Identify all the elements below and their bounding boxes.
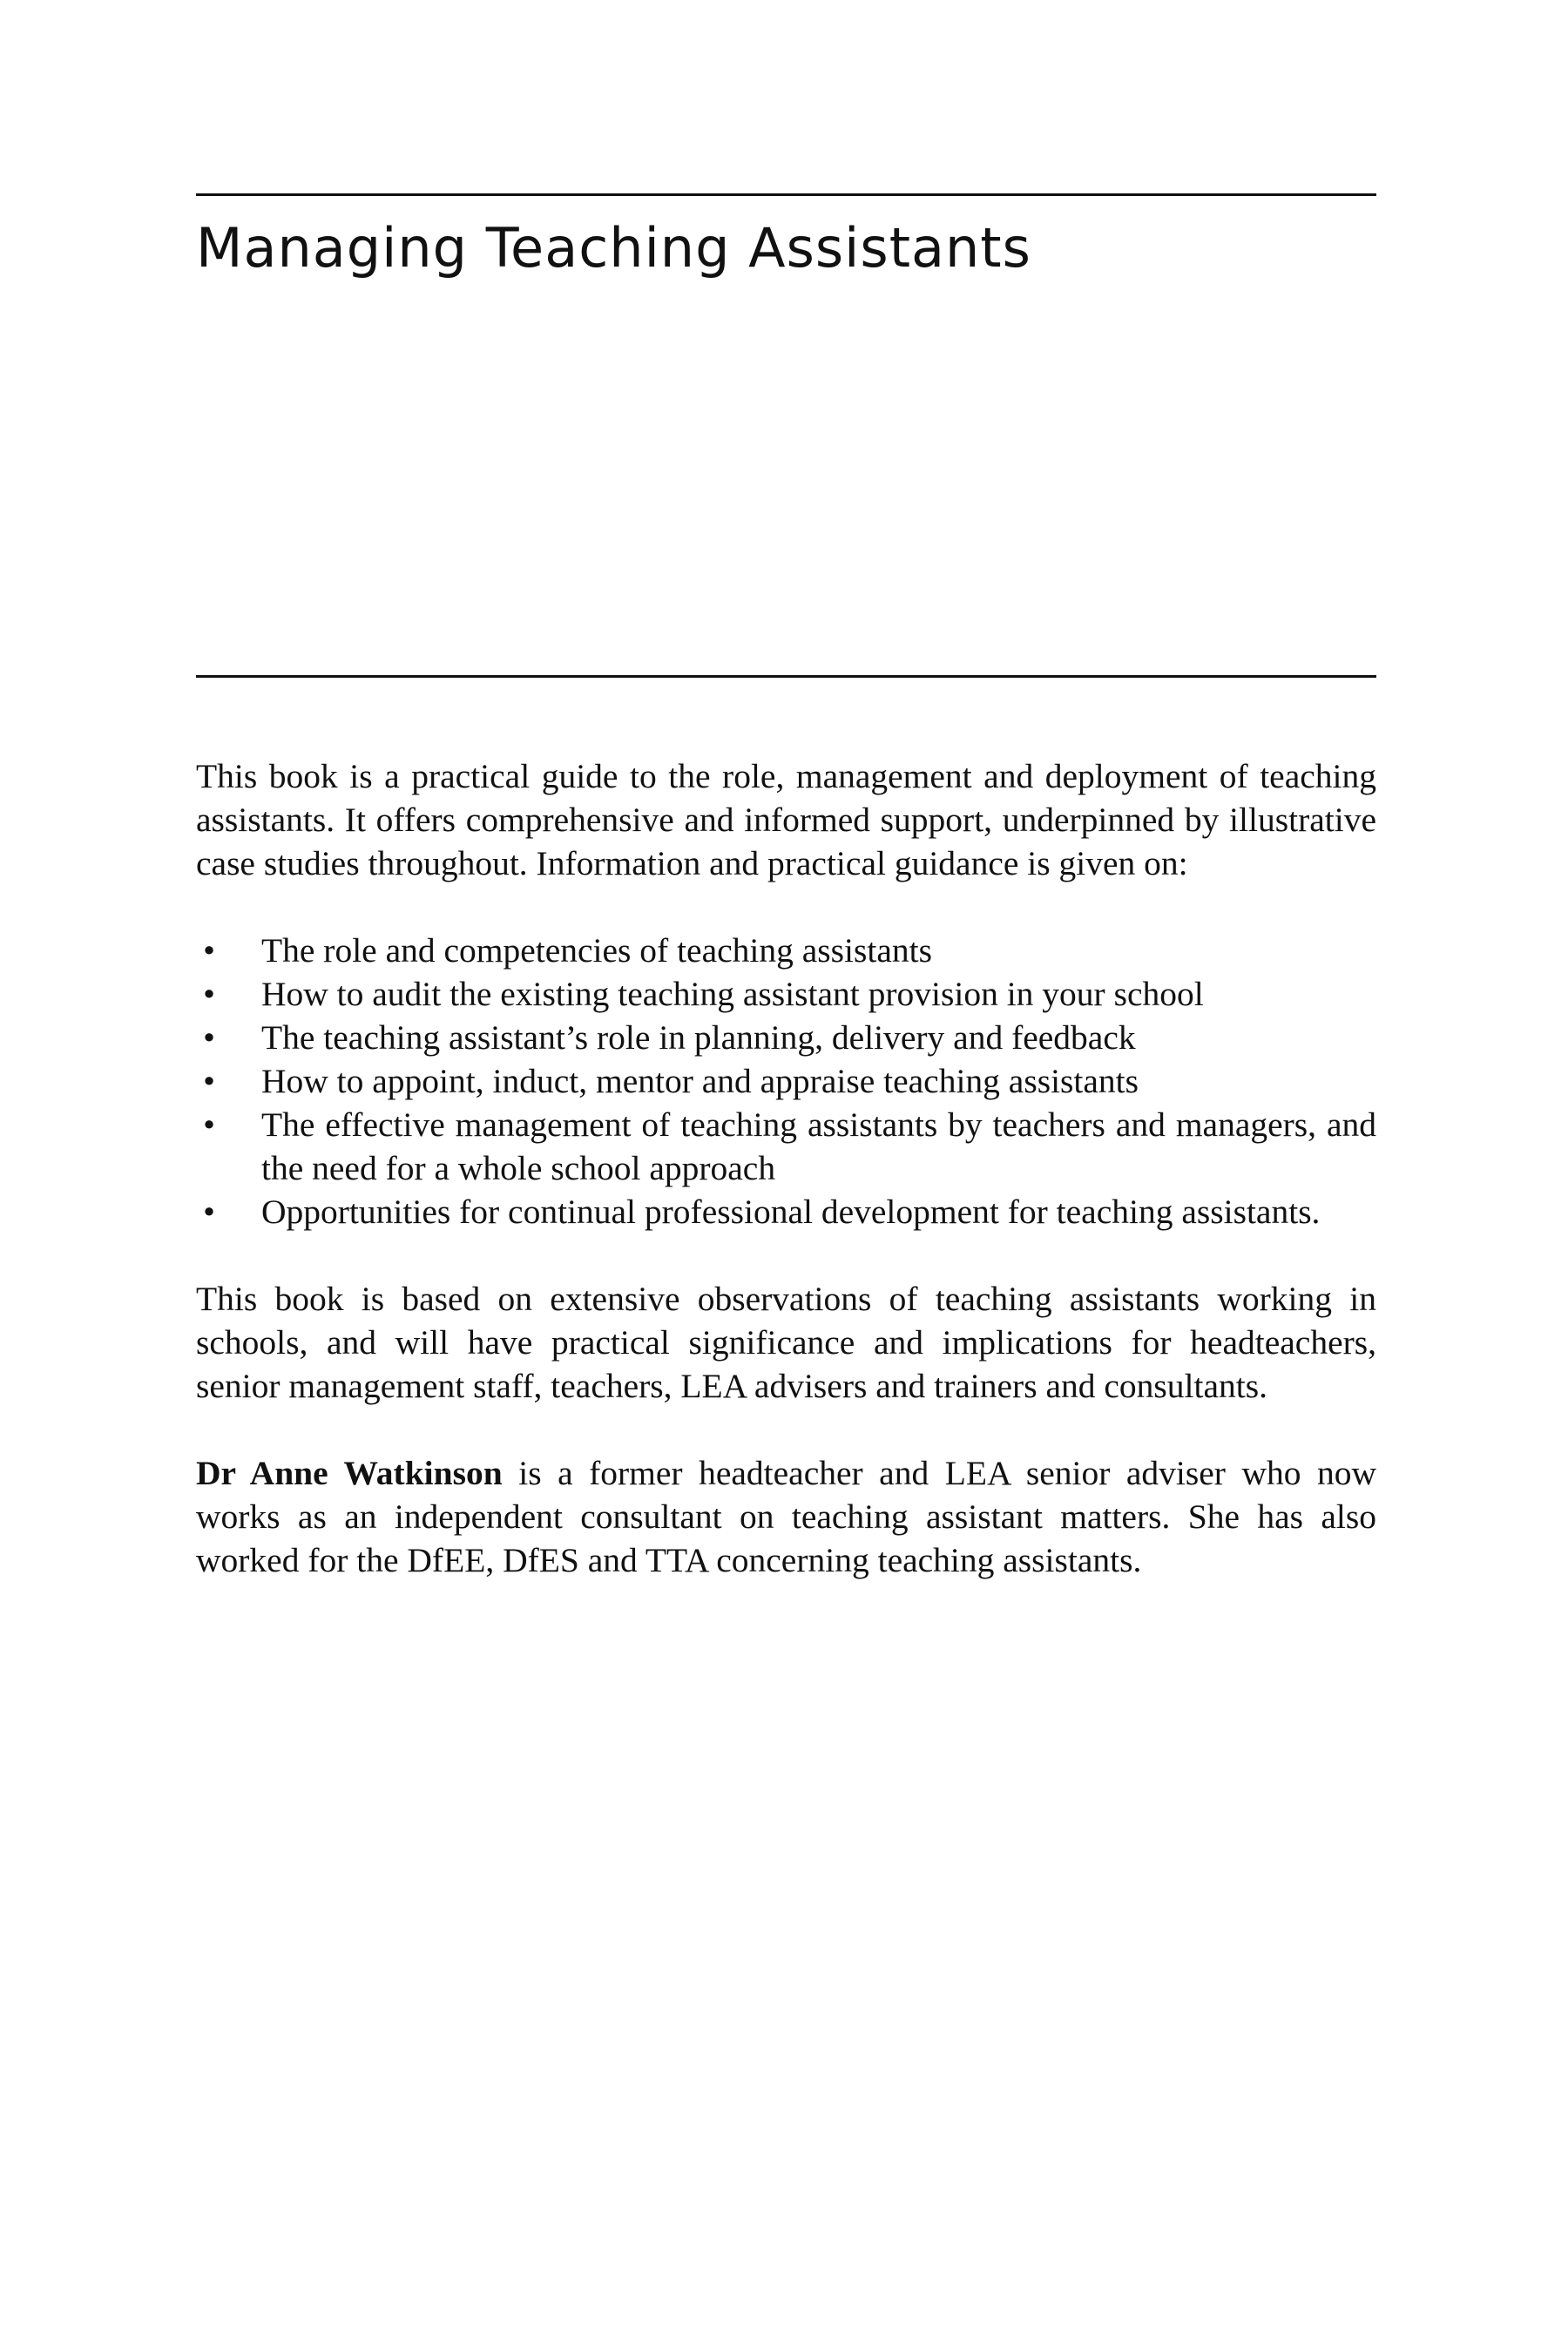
list-item-text: The effective management of teaching assistants by teachers and managers, and the need for a whole school approach [261, 1105, 1376, 1187]
list-item-text: The teaching assistant’s role in planning, delivery and feedback [261, 1018, 1136, 1057]
list-item [196, 1016, 1376, 1059]
page-title: Managing Teaching Assistants [196, 216, 1031, 280]
audience-paragraph: This book is based on extensive observations of teaching assistants working in schools, and will have practical significance and implications for headteachers, senior management staff, teachers, LEA advisers and trainers and consultants. [196, 1280, 1376, 1405]
list-item-text: Opportunities for continual professional development for teaching assistants. [261, 1193, 1321, 1231]
bullet-icon: • [203, 1193, 215, 1231]
list-item [196, 1190, 1376, 1233]
bullet-icon: • [203, 975, 215, 1013]
top-rule [196, 193, 1376, 196]
author-bio: is a former headteacher and LEA senior adviser who now works as an independent consultant on teaching assistant matters. She has also worked for the DfEE, DfES and TTA concerning teaching assistants. [196, 1454, 1377, 1579]
bullet-icon: • [203, 1105, 215, 1144]
list-item [196, 1103, 1376, 1190]
bullet-icon: • [203, 1018, 215, 1057]
list-item-text: The role and competencies of teaching assistants [261, 931, 932, 970]
author-name: Dr Anne Watkinson [196, 1454, 503, 1492]
author-paragraph [196, 1451, 1376, 1582]
title-bottom-rule [196, 675, 1376, 678]
list-item [196, 972, 1376, 1016]
topic-list [196, 929, 1376, 1233]
intro-paragraph: This book is a practical guide to the role, management and deployment of teaching assistants. It offers comprehensive and informed support, underpinned by illustrative case studies throughout. Information and practical guidance is given on: [196, 757, 1376, 882]
list-item [196, 929, 1376, 972]
list-item-text: How to appoint, induct, mentor and appraise teaching assistants [261, 1062, 1139, 1100]
bullet-icon: • [203, 931, 215, 970]
list-item [196, 1059, 1376, 1103]
list-item-text: How to audit the existing teaching assistant provision in your school [261, 975, 1204, 1013]
bullet-icon: • [203, 1062, 215, 1100]
blurb-content [196, 754, 1376, 1582]
